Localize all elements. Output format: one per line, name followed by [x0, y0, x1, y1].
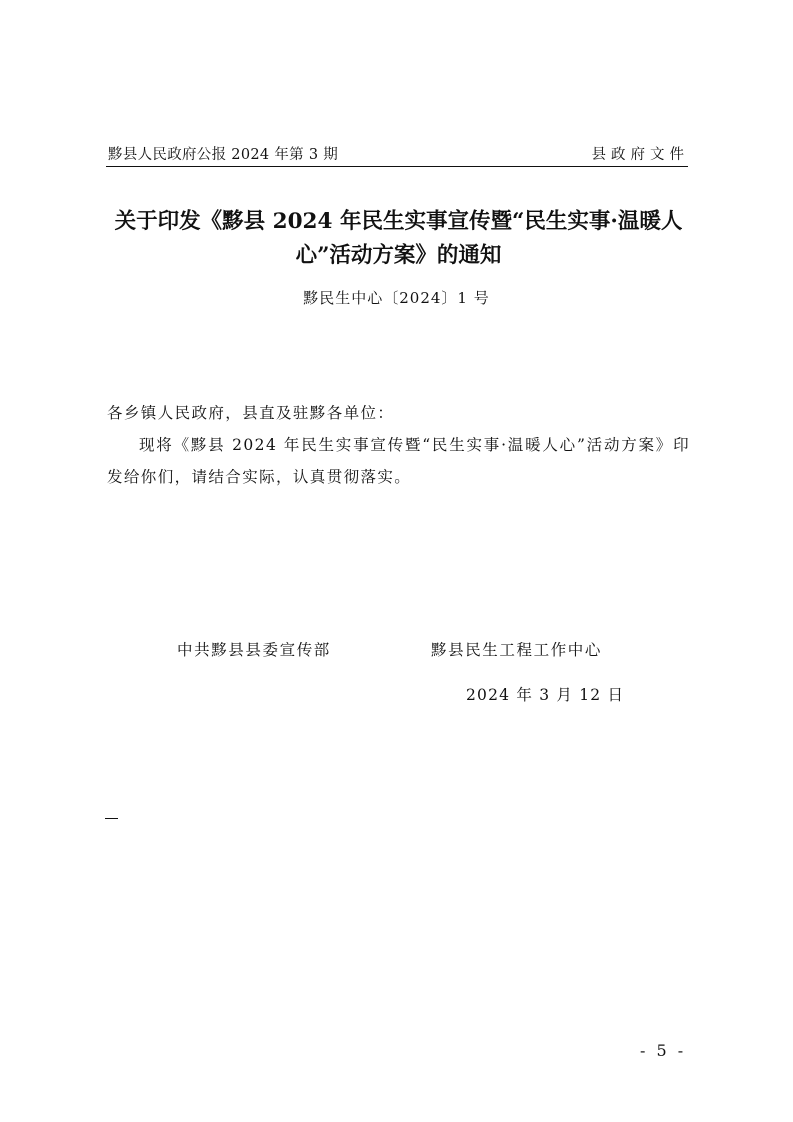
bulletin-section-label: 县政府文件 — [591, 147, 689, 163]
issuer-propaganda-department: 中共黟县县委宣传部 — [177, 641, 331, 659]
header-divider — [106, 166, 688, 167]
issue-date: 2024 年 3 月 12 日 — [466, 686, 625, 704]
document-number: 黟民生中心〔2024〕1 号 — [303, 289, 490, 307]
issuer-livelihood-center: 黟县民生工程工作中心 — [431, 641, 603, 659]
section-end-mark — [105, 818, 118, 819]
addressee: 各乡镇人民政府，县直及驻黟各单位： — [107, 404, 395, 422]
document-title-line-1: 关于印发《黟县 2024 年民生实事宣传暨“民生实事·温暖人 — [114, 209, 683, 234]
page-number: - 5 - — [640, 1041, 687, 1060]
body-paragraph: 现将《黟县 2024 年民生实事宣传暨“民生实事·温暖人心”活动方案》印发给你们，请结合实际，认真贯彻落实。 — [107, 436, 690, 486]
document-title — [100, 205, 697, 273]
document-title-line-2: 心”活动方案》的通知 — [295, 243, 502, 268]
bulletin-issue-label: 黟县人民政府公报 2024 年第 3 期 — [108, 147, 339, 163]
